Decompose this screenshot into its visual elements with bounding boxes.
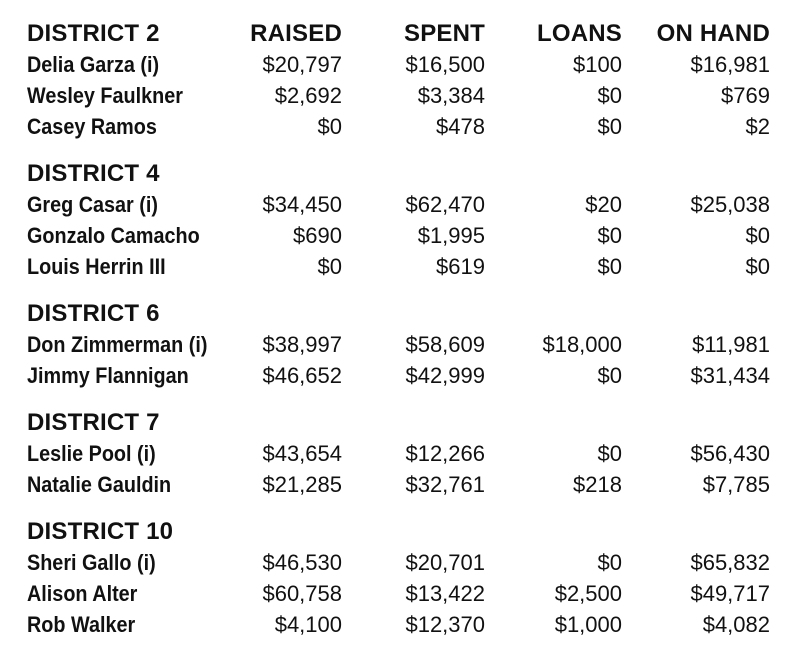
table-row bbox=[27, 578, 770, 609]
loans-value: $0 bbox=[597, 223, 622, 248]
table-row bbox=[27, 547, 770, 578]
table-row bbox=[27, 438, 770, 469]
raised-value: $21,285 bbox=[262, 472, 342, 497]
candidate-name: Jimmy Flannigan bbox=[27, 363, 189, 388]
raised-value: $0 bbox=[317, 254, 342, 279]
table-row bbox=[27, 469, 770, 500]
loans-value: $100 bbox=[573, 52, 622, 77]
on-hand-value: $56,430 bbox=[690, 441, 770, 466]
section-spacer bbox=[27, 142, 770, 158]
candidate-name: Natalie Gauldin bbox=[27, 472, 172, 497]
spent-value: $3,384 bbox=[417, 83, 485, 108]
table-row bbox=[27, 49, 770, 80]
spent-value: $1,995 bbox=[417, 223, 485, 248]
raised-value: $43,654 bbox=[262, 441, 342, 466]
raised-value: $4,100 bbox=[274, 612, 342, 637]
loans-value: $0 bbox=[597, 83, 622, 108]
section-spacer bbox=[27, 391, 770, 407]
spent-value: $32,761 bbox=[405, 472, 485, 497]
on-hand-value: $0 bbox=[745, 223, 770, 248]
on-hand-value: $11,981 bbox=[692, 332, 770, 357]
on-hand-value: $16,981 bbox=[690, 52, 770, 77]
candidate-name: Alison Alter bbox=[27, 581, 138, 606]
candidate-name: Louis Herrin III bbox=[27, 254, 166, 279]
district-row bbox=[27, 298, 770, 329]
table-row bbox=[27, 80, 770, 111]
section-spacer bbox=[27, 282, 770, 298]
loans-value: $18,000 bbox=[542, 332, 622, 357]
candidate-name: Greg Casar (i) bbox=[27, 192, 158, 217]
spent-value: $20,701 bbox=[405, 550, 485, 575]
raised-value: $34,450 bbox=[262, 192, 342, 217]
district-row bbox=[27, 516, 770, 547]
table-row bbox=[27, 360, 770, 391]
district-heading: DISTRICT 10 bbox=[27, 518, 174, 545]
district-row bbox=[27, 407, 770, 438]
raised-value: $60,758 bbox=[262, 581, 342, 606]
raised-value: $0 bbox=[317, 114, 342, 139]
district-heading: DISTRICT 4 bbox=[27, 160, 160, 187]
on-hand-value: $4,082 bbox=[702, 612, 770, 637]
spent-value: $13,422 bbox=[405, 581, 485, 606]
raised-value: $690 bbox=[293, 223, 342, 248]
spent-value: $619 bbox=[436, 254, 485, 279]
table-row bbox=[27, 329, 770, 360]
on-hand-value: $7,785 bbox=[702, 472, 770, 497]
spent-value: $62,470 bbox=[405, 192, 485, 217]
on-hand-value: $25,038 bbox=[690, 192, 770, 217]
spent-value: $58,609 bbox=[405, 332, 485, 357]
candidate-name: Sheri Gallo (i) bbox=[27, 550, 156, 575]
spent-value: $42,999 bbox=[405, 363, 485, 388]
on-hand-value: $769 bbox=[721, 83, 770, 108]
header-row bbox=[27, 18, 770, 49]
district-heading: DISTRICT 2 bbox=[27, 20, 160, 47]
table-row bbox=[27, 251, 770, 282]
spent-value: $478 bbox=[436, 114, 485, 139]
table-row bbox=[27, 609, 770, 640]
on-hand-value: $31,434 bbox=[690, 363, 770, 388]
loans-value: $0 bbox=[597, 441, 622, 466]
candidate-name: Gonzalo Camacho bbox=[27, 223, 200, 248]
column-header-loans: LOANS bbox=[537, 20, 622, 47]
loans-value: $0 bbox=[597, 550, 622, 575]
raised-value: $38,997 bbox=[262, 332, 342, 357]
loans-value: $1,000 bbox=[554, 612, 622, 637]
table-row bbox=[27, 220, 770, 251]
section-spacer bbox=[27, 500, 770, 516]
raised-value: $2,692 bbox=[274, 83, 342, 108]
column-header-spent: SPENT bbox=[403, 20, 485, 47]
raised-value: $20,797 bbox=[262, 52, 342, 77]
loans-value: $20 bbox=[585, 192, 622, 217]
loans-value: $2,500 bbox=[554, 581, 622, 606]
candidate-name: Don Zimmerman (i) bbox=[27, 332, 208, 357]
district-heading: DISTRICT 7 bbox=[27, 409, 160, 436]
table-row bbox=[27, 189, 770, 220]
campaign-finance-table bbox=[27, 18, 770, 640]
on-hand-value: $0 bbox=[745, 254, 770, 279]
on-hand-value: $65,832 bbox=[690, 550, 770, 575]
spent-value: $12,370 bbox=[405, 612, 485, 637]
loans-value: $0 bbox=[597, 254, 622, 279]
candidate-name: Leslie Pool (i) bbox=[27, 441, 156, 466]
on-hand-value: $2 bbox=[745, 114, 770, 139]
loans-value: $0 bbox=[597, 363, 622, 388]
column-header-raised: RAISED bbox=[250, 20, 342, 47]
spent-value: $16,500 bbox=[405, 52, 485, 77]
candidate-name: Wesley Faulkner bbox=[27, 83, 183, 108]
raised-value: $46,530 bbox=[262, 550, 342, 575]
district-heading: DISTRICT 6 bbox=[27, 300, 160, 327]
column-header-on-hand: ON HAND bbox=[656, 20, 770, 47]
raised-value: $46,652 bbox=[262, 363, 342, 388]
district-row bbox=[27, 158, 770, 189]
loans-value: $218 bbox=[573, 472, 622, 497]
candidate-name: Delia Garza (i) bbox=[27, 52, 160, 77]
on-hand-value: $49,717 bbox=[690, 581, 770, 606]
table-row bbox=[27, 111, 770, 142]
loans-value: $0 bbox=[597, 114, 622, 139]
candidate-name: Rob Walker bbox=[27, 612, 136, 637]
candidate-name: Casey Ramos bbox=[27, 114, 157, 139]
spent-value: $12,266 bbox=[405, 441, 485, 466]
